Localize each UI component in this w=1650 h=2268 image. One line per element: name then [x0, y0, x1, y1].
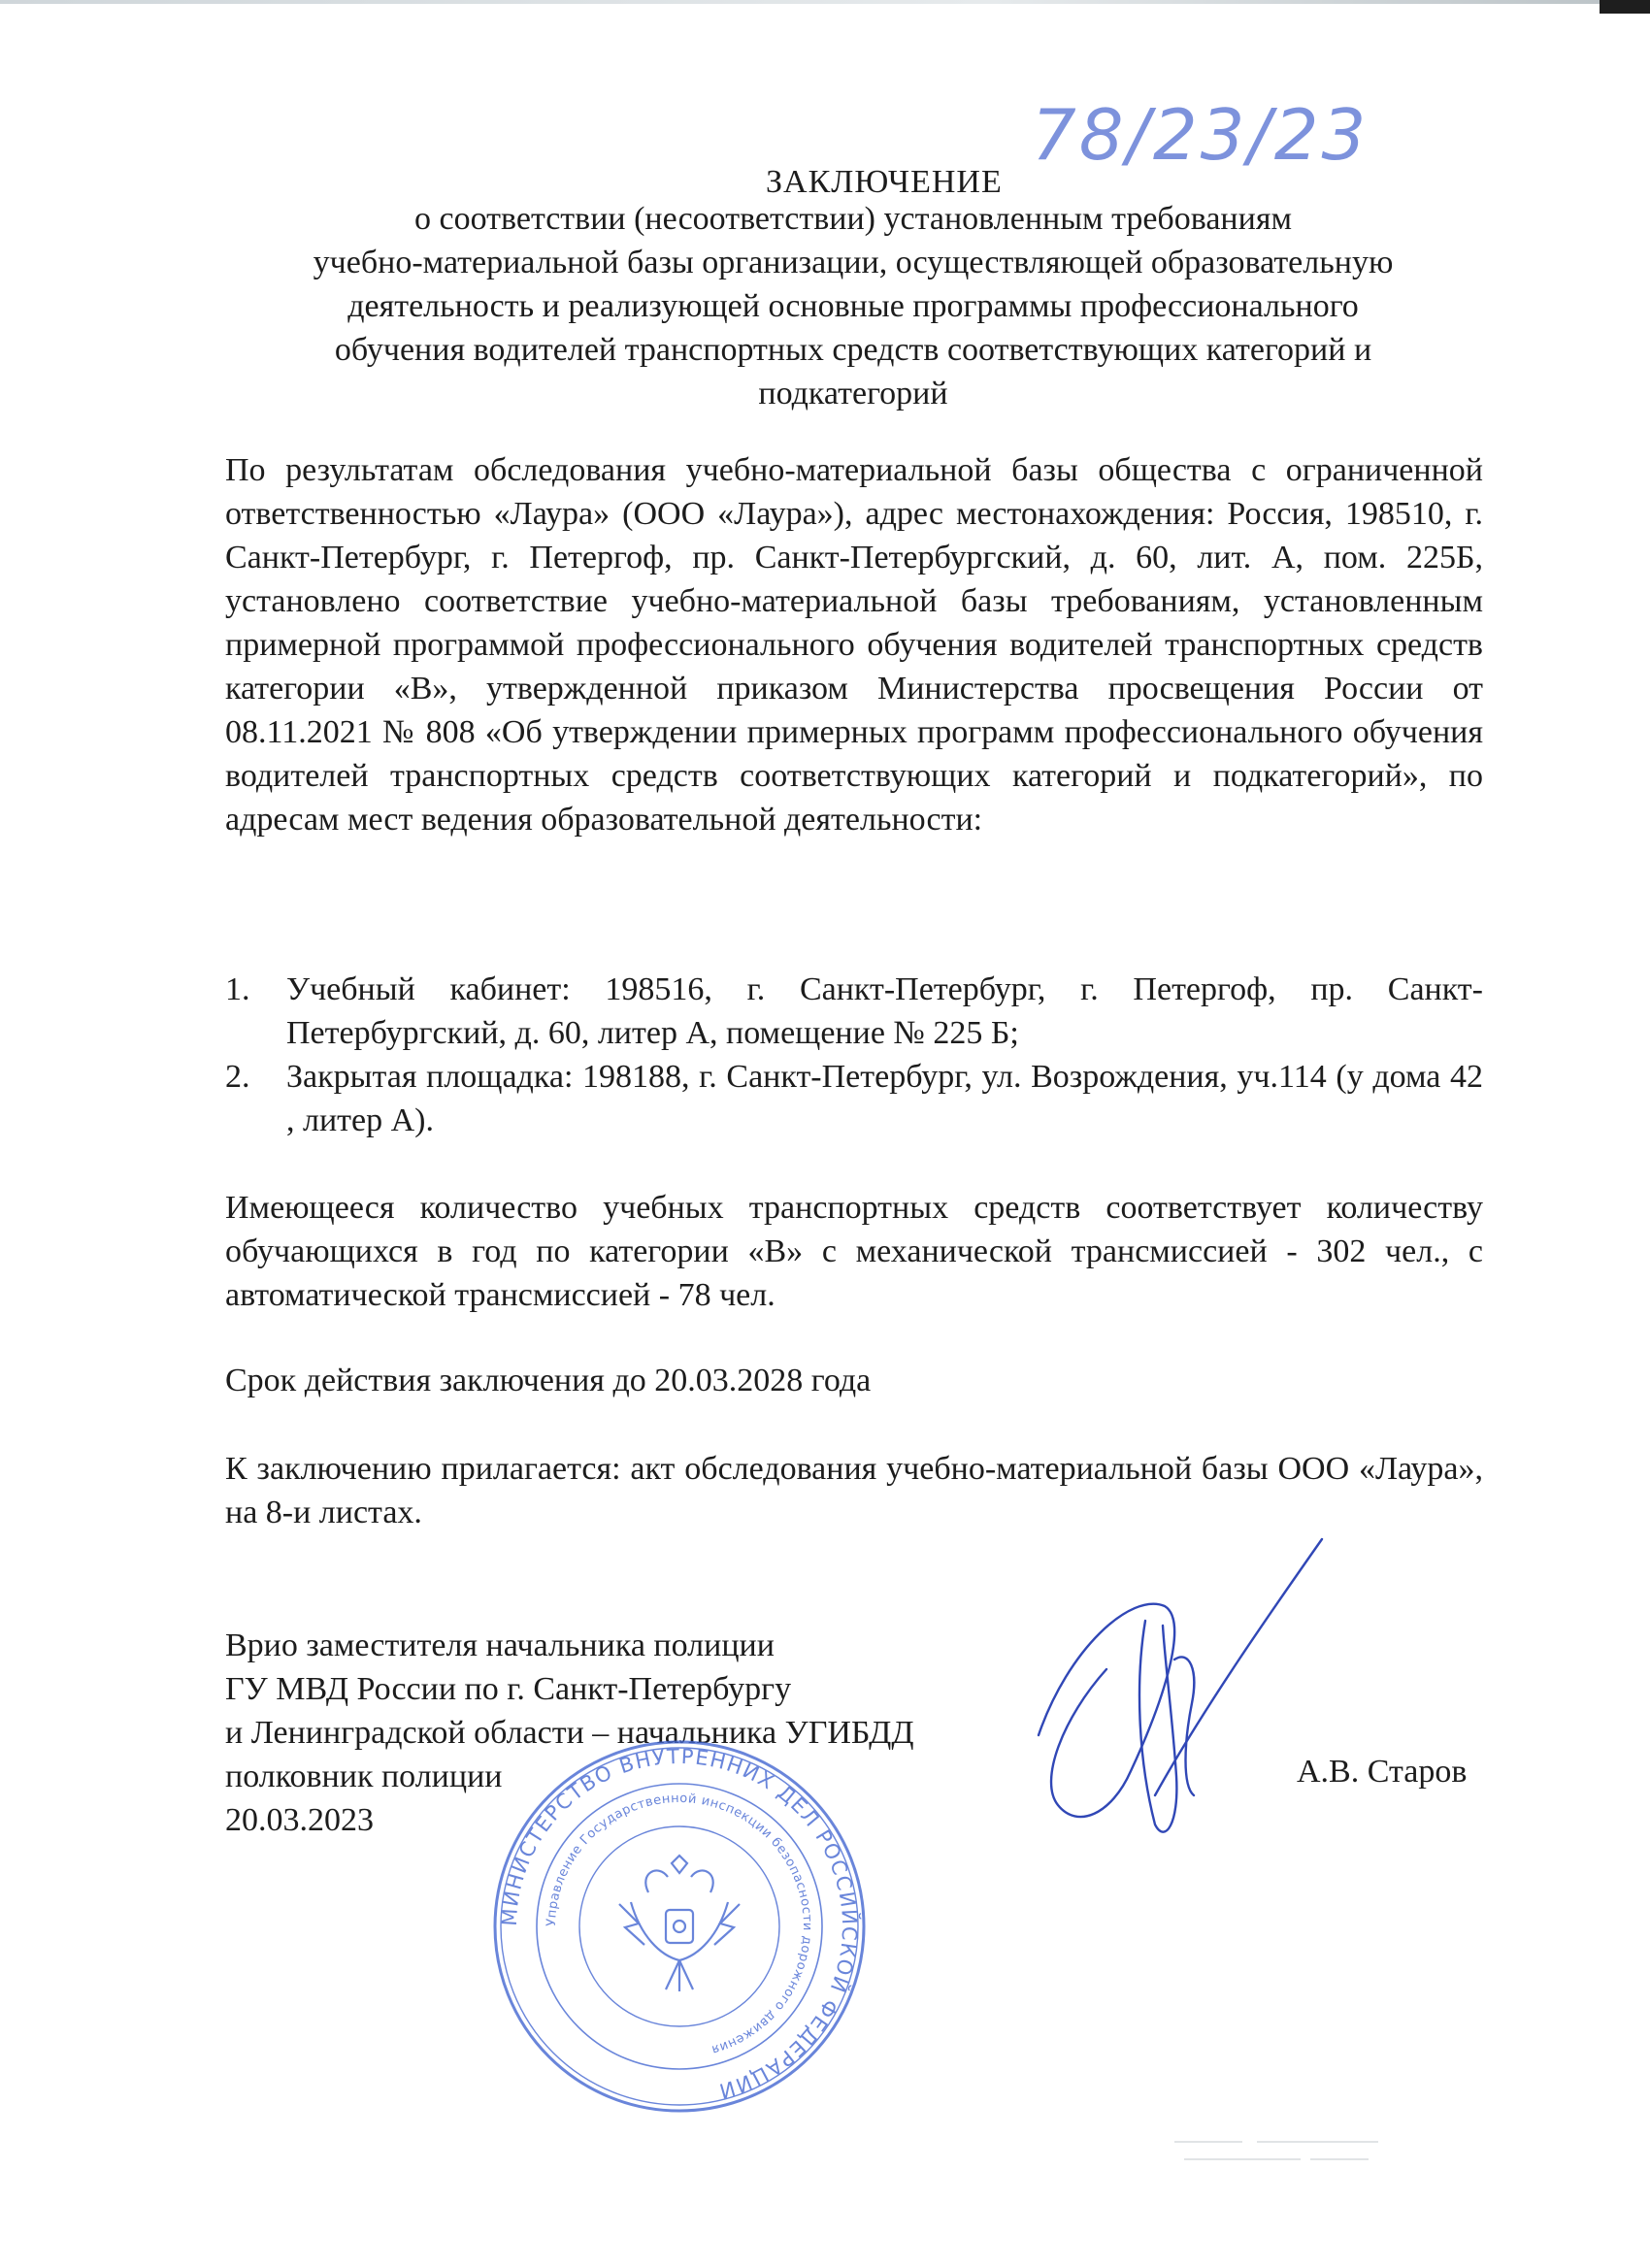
list-item-text: Учебный кабинет: 198516, г. Санкт-Петербург, г. Петергоф, пр. Санкт-Петербургский, д. 60, литер А, помещение № 225 Б;: [286, 971, 1483, 1051]
subtitle-line: подкатегорий: [758, 376, 948, 411]
signature-date: 20.03.2023: [225, 1802, 374, 1838]
document-title: ЗАКЛЮЧЕНИЕ: [766, 164, 1003, 200]
list-item-number: 2.: [225, 1059, 250, 1095]
seal-outer-text: МИНИСТЕРСТВО ВНУТРЕННИХ ДЕЛ РОССИЙСКОЙ ФЕДЕРАЦИИ: [497, 1744, 862, 2104]
paragraph-attachment: К заключению прилагается: акт обследования учебно-материальной базы ООО «Лаура», на 8-и листах.: [225, 1451, 1483, 1530]
subtitle-line: обучения водителей транспортных средств соответствующих категорий и: [334, 332, 1372, 368]
signatory-name: А.В. Старов: [1297, 1754, 1468, 1790]
scan-corner-mark: [1600, 0, 1650, 14]
signatory-line: и Ленинградской области – начальника УГИБДД: [225, 1715, 914, 1751]
subtitle-line: деятельность и реализующей основные программы профессионального: [347, 288, 1359, 324]
official-seal: [485, 1737, 874, 2116]
scan-top-edge: [0, 0, 1650, 4]
address-list: [225, 968, 1483, 1142]
title-row: [223, 94, 1483, 200]
handwritten-registration-number: 78/23/23: [1032, 94, 1370, 176]
list-item-text: Закрытая площадка: 198188, г. Санкт-Петербург, ул. Возрождения, уч.114 (у дома 42 , литер А).: [286, 1059, 1483, 1138]
subtitle-line: учебно-материальной базы организации, осуществляющей образовательную: [313, 245, 1394, 280]
signatory-line: полковник полиции: [225, 1759, 503, 1794]
signatory-line: Врио заместителя начальника полиции: [225, 1627, 775, 1663]
signatory-line: ГУ МВД России по г. Санкт-Петербургу: [225, 1671, 792, 1707]
handwritten-signature: [1019, 1533, 1339, 1854]
paragraph-validity: Срок действия заключения до 20.03.2028 года: [225, 1363, 872, 1398]
seal-inner-text: Управление Государственной инспекции безопасности дорожного движения: [544, 1791, 815, 2057]
document-heading: [223, 94, 1483, 415]
list-item: [225, 1055, 1483, 1142]
list-item: [225, 968, 1483, 1055]
list-item-number: 1.: [225, 971, 250, 1007]
paragraph-findings: По результатам обследования учебно-материальной базы общества с ограниченной ответственностью «Лаура» (ООО «Лаура»), адрес местонахождения: Россия, 198510, г. Санкт-Петербург, г. Петергоф, пр. Санкт-Петербургский, д. 60, лит. А, пом. 225Б, установлено соответствие учебно-материальной базы требованиям, установленным примерной программой профессионального обучения водителей транспортных средств категории «В», утвержденной приказом Министерства просвещения России от 08.11.2021 № 808 «Об утверждении примерных программ профессионального обучения водителей транспортных средств соответствующих категорий и подкатегорий», по адресам мест ведения образовательной деятельности:: [225, 452, 1483, 838]
svg-text:Управление Государственной инс: [544, 1791, 814, 2057]
coat-of-arms-icon: [619, 1856, 740, 1991]
subtitle-line: о соответствии (несоответствии) установленным требованиям: [414, 201, 1292, 237]
faint-bleed-through: [1165, 2130, 1388, 2179]
paragraph-vehicles: Имеющееся количество учебных транспортных средств соответствует количеству обучающихся в год по категории «В» с механической трансмиссией - 302 чел., с автоматической трансмиссией - 78 чел.: [225, 1190, 1483, 1313]
